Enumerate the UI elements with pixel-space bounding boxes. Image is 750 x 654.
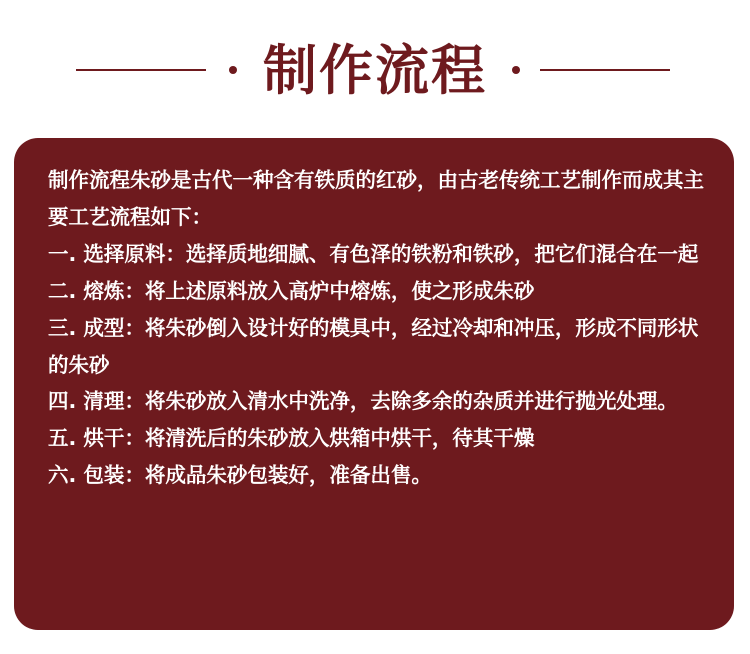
intro-paragraph: 制作流程朱砂是古代一种含有铁质的红砂，由古老传统工艺制作而成其主要工艺流程如下：: [48, 168, 704, 229]
heading-right-dot: [512, 66, 520, 74]
heading-right-rule: [540, 69, 670, 71]
process-text: [48, 162, 708, 494]
page-title: 制作流程: [263, 38, 487, 102]
step-2: 二. 熔炼：将上述原料放入高炉中熔炼，使之形成朱砂: [48, 278, 535, 303]
step-6: 六. 包装：将成品朱砂包装好，准备出售。: [48, 463, 432, 488]
process-card: [14, 138, 734, 630]
section-heading: [0, 34, 750, 106]
step-4: 四. 清理：将朱砂放入清水中洗净，去除多余的杂质并进行抛光处理。: [48, 389, 678, 414]
step-3: 三. 成型：将朱砂倒入设计好的模具中，经过冷却和冲压，形成不同形状的朱砂: [48, 315, 699, 377]
heading-left-dot: [229, 66, 237, 74]
heading-left-rule: [76, 69, 206, 71]
step-1: 一. 选择原料：选择质地细腻、有色泽的铁粉和铁砂，把它们混合在一起: [48, 241, 699, 266]
step-5: 五. 烘干：将清洗后的朱砂放入烘箱中烘干，待其干燥: [48, 426, 535, 451]
